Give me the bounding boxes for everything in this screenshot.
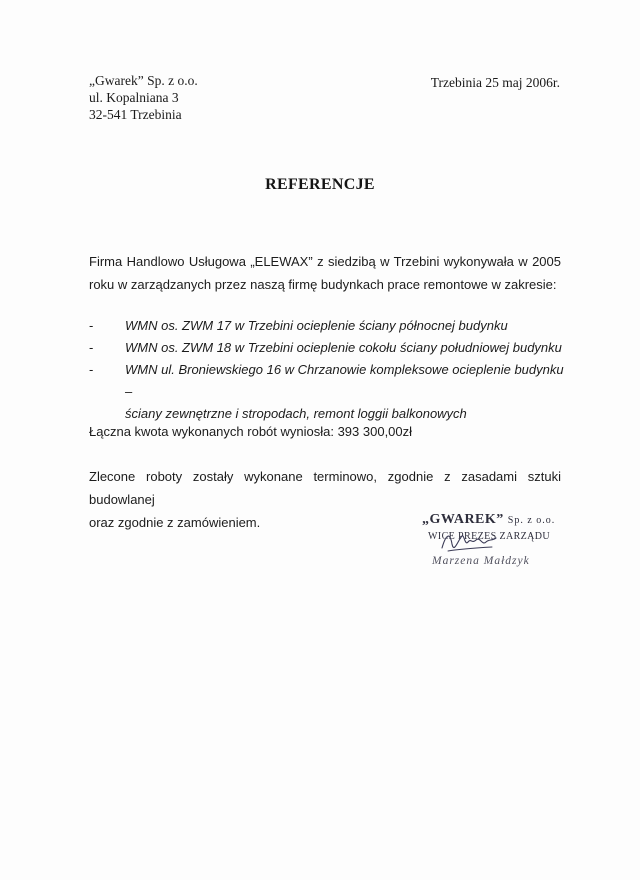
intro-paragraph (89, 250, 561, 296)
total-amount: Łączna kwota wykonanych robót wyniosła: 393 300,00zł (89, 424, 413, 439)
document-title: REFERENCJE (265, 176, 375, 193)
list-item-text: WMN ul. Broniewskiego 16 w Chrzanowie kompleksowe ocieplenie budynku – (125, 362, 564, 399)
stamp-company-name: „GWAREK” (422, 512, 504, 527)
stamp-company-suffix: Sp. z o.o. (507, 515, 556, 526)
list-dash: - (89, 340, 94, 355)
list-item (89, 337, 569, 359)
works-list (89, 315, 569, 425)
closing-line-2: oraz zgodnie z zamówieniem. (89, 515, 261, 530)
sender-street: ul. Kopalniana 3 (89, 90, 179, 105)
list-item-continuation: ściany zewnętrzne i stropodach, remont loggii balkonowych (125, 406, 467, 421)
list-item (89, 359, 569, 425)
list-dash: - (89, 362, 94, 377)
list-item-text: WMN os. ZWM 18 w Trzebini ocieplenie cokołu ściany południowej budynku (125, 340, 562, 355)
sender-company: „Gwarek” Sp. z o.o. (89, 73, 198, 88)
handwritten-signature (434, 520, 504, 560)
list-item (89, 315, 569, 337)
sender-city: 32-541 Trzebinia (89, 107, 182, 122)
intro-line-2: roku w zarządzanych przez naszą firmę budynkach prace remontowe w zakresie: (89, 277, 557, 292)
stamp-name: Marzena Małdzyk (432, 555, 530, 567)
list-item-text: WMN os. ZWM 17 w Trzebini ocieplenie ściany północnej budynku (125, 318, 508, 333)
sender-address (89, 72, 198, 123)
document-date: Trzebinia 25 maj 2006r. (430, 75, 560, 90)
closing-line-1: Zlecone roboty zostały wykonane terminowo, zgodnie z zasadami sztuki budowlanej (89, 469, 561, 507)
intro-line-1: Firma Handlowo Usługowa „ELEWAX” z siedzibą w Trzebini wykonywała w 2005 (89, 254, 561, 269)
stamp-role: WICE PREZES ZARZĄDU (428, 531, 551, 542)
list-dash: - (89, 318, 94, 333)
